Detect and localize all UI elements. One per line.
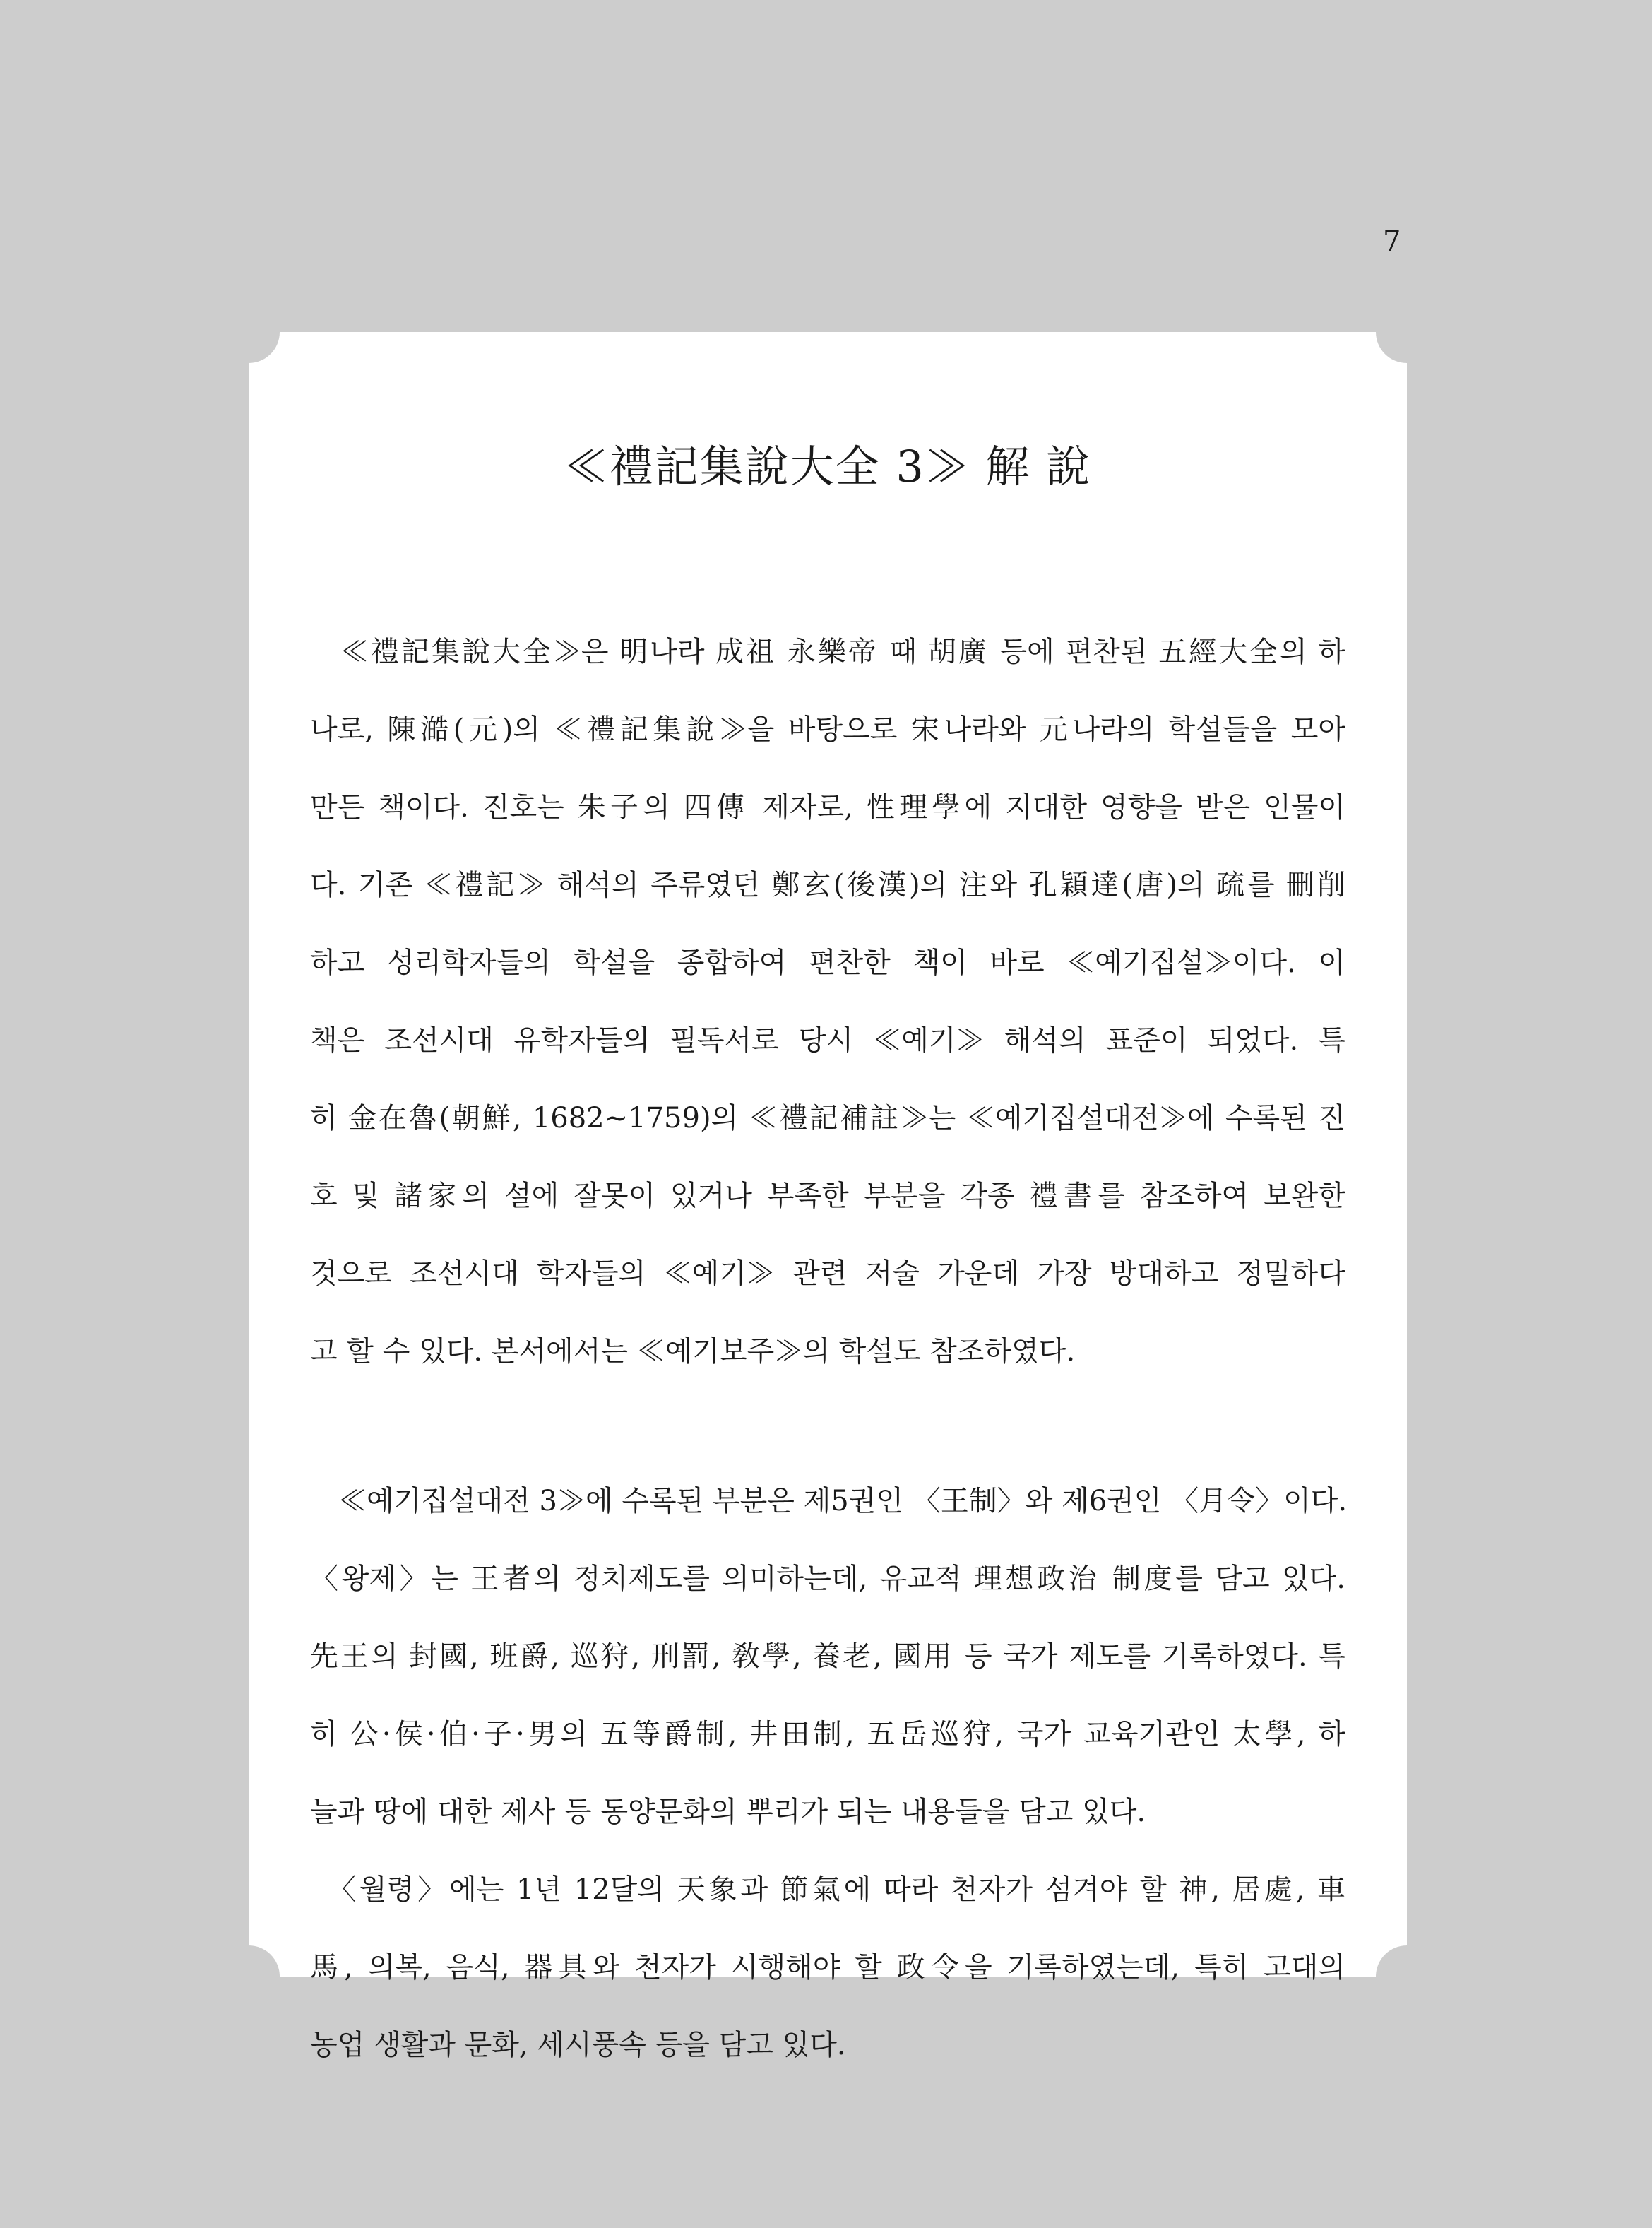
text-line: 다. 기존 ≪禮記≫ 해석의 주류였던 鄭玄(後漢)의 注와 孔穎達(唐)의 疏를 刪削 — [310, 869, 1345, 901]
text-line: 히 金在魯(朝鮮, 1682~1759)의 ≪禮記補註≫는 ≪예기집설대전≫에 수록된 진 — [310, 1102, 1345, 1134]
text-line: 하고 성리학자들의 학설을 종합하여 편찬한 책이 바로 ≪예기집설≫이다. 이 — [310, 947, 1345, 979]
text-line: ≪禮記集說大全≫은 明나라 成祖 永樂帝 때 胡廣 등에 편찬된 五經大全의 하 — [310, 636, 1345, 668]
text-line: 책은 조선시대 유학자들의 필독서로 당시 ≪예기≫ 해석의 표준이 되었다. 특 — [310, 1024, 1345, 1057]
content-card — [249, 332, 1407, 2061]
text-line: 고 할 수 있다. 본서에서는 ≪예기보주≫의 학설도 참조하였다. — [310, 1335, 1076, 1368]
text-line: 〈왕제〉는 王者의 정치제도를 의미하는데, 유교적 理想政治 制度를 담고 있다. — [310, 1563, 1345, 1595]
text-line: 농업 생활과 문화, 세시풍속 등을 담고 있다. — [310, 2029, 846, 2061]
body-text — [310, 613, 1348, 2084]
text-line: 늘과 땅에 대한 제사 등 동양문화의 뿌리가 되는 내용들을 담고 있다. — [310, 1796, 1146, 1828]
text-line: 〈월령〉에는 1년 12달의 天象과 節氣에 따라 천자가 섬겨야 할 神, 居處, 車 — [310, 1873, 1345, 1906]
page-number: 7 — [1383, 225, 1401, 258]
text-line: 만든 책이다. 진호는 朱子의 四傳 제자로, 性理學에 지대한 영향을 받은 인물이 — [310, 791, 1345, 824]
text-line: 先王의 封國, 班爵, 巡狩, 刑罰, 敎學, 養老, 國用 등 국가 제도를 기록하였다. 특 — [310, 1640, 1345, 1673]
text-line: ≪예기집설대전 3≫에 수록된 부분은 제5권인 〈王制〉와 제6권인 〈月令〉이다. — [310, 1485, 1348, 1517]
paragraph-1 — [310, 613, 1345, 1390]
text-line: 것으로 조선시대 학자들의 ≪예기≫ 관련 저술 가운데 가장 방대하고 정밀하다 — [310, 1257, 1345, 1290]
document-title: ≪禮記集說大全 3≫ 解 說 — [564, 441, 1092, 492]
text-line: 히 公·侯·伯·子·男의 五等爵制, 井田制, 五岳巡狩, 국가 교육기관인 太學, 하 — [310, 1718, 1345, 1750]
paragraph-2 — [310, 1462, 1348, 2084]
text-line: 나로, 陳澔(元)의 ≪禮記集說≫을 바탕으로 宋나라와 元나라의 학설들을 모아 — [310, 713, 1345, 746]
text-line: 馬, 의복, 음식, 器具와 천자가 시행해야 할 政令을 기록하였는데, 특히 고대의 — [310, 1951, 1345, 1984]
text-line: 호 및 諸家의 설에 잘못이 있거나 부족한 부분을 각종 禮書를 참조하여 보완한 — [310, 1180, 1345, 1212]
